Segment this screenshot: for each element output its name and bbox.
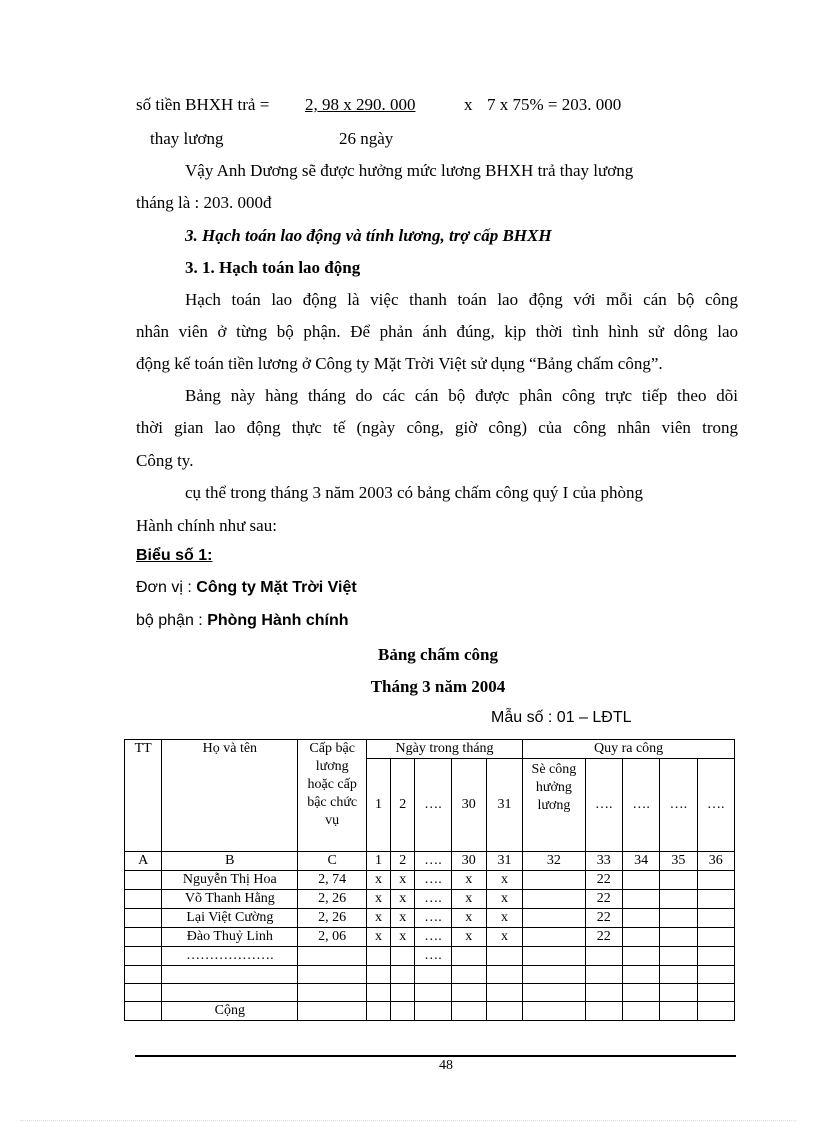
- header-quy-dots: ….: [697, 759, 734, 852]
- mark-day-2: x: [391, 871, 415, 890]
- header-day-30: 30: [451, 759, 486, 852]
- table-row: [125, 909, 735, 928]
- header-day-dots: ….: [415, 759, 451, 852]
- total-row: [125, 1002, 735, 1021]
- quy-33: 22: [585, 871, 622, 890]
- formula-label-line2: thay lương: [150, 129, 224, 148]
- header-se-cong: Sè công hưởng lương: [523, 759, 586, 852]
- bo-phan-label: bộ phận :: [136, 612, 203, 629]
- timesheet-table: [124, 739, 735, 1021]
- employee-name: Đào Thuỷ Linh: [162, 928, 298, 947]
- mark-day-1: x: [366, 909, 390, 928]
- mark-dots: ….: [415, 909, 451, 928]
- employee-grade: 2, 74: [298, 871, 367, 890]
- formula-tail: 7 x 75% = 203. 000: [487, 95, 622, 114]
- page-number: 48: [439, 1058, 453, 1073]
- table-title: Bảng chấm công: [378, 645, 498, 664]
- header-day-2: 2: [391, 759, 415, 852]
- para3-line2: thời gian lao động thực tế (ngày công, giờ công) của công nhân viên trong: [136, 418, 738, 437]
- mau-so-label: Mẫu số : 01 – LĐTL: [491, 709, 632, 726]
- mark-day-31: x: [486, 890, 522, 909]
- employee-name: Lại Việt Cường: [162, 909, 298, 928]
- table-row: [125, 890, 735, 909]
- para3-line3: Công ty.: [136, 451, 194, 470]
- mark-day-31: x: [486, 871, 522, 890]
- table-row: [125, 984, 735, 1002]
- para2-line1: Hạch toán lao động là việc thanh toán lao động với mỗi cán bộ công: [185, 290, 738, 309]
- code-cell: 30: [451, 852, 486, 871]
- code-cell: 31: [486, 852, 522, 871]
- header-row-1: [125, 740, 735, 759]
- code-cell: 36: [697, 852, 734, 871]
- mark-day-1: x: [366, 928, 390, 947]
- code-cell: 32: [523, 852, 586, 871]
- employee-grade: 2, 26: [298, 890, 367, 909]
- header-quy-dots: ….: [622, 759, 659, 852]
- mark-day-31: x: [486, 928, 522, 947]
- dots-mid: ….: [415, 947, 451, 966]
- para4-line2: Hành chính như sau:: [136, 516, 277, 535]
- code-cell: ….: [415, 852, 451, 871]
- mark-dots: ….: [415, 871, 451, 890]
- mark-day-2: x: [391, 890, 415, 909]
- para2-line2: nhân viên ở từng bộ phận. Để phản ánh đúng, kịp thời tình hình sử dông lao: [136, 322, 738, 341]
- section-heading-3: 3. Hạch toán lao động và tính lương, trợ cấp BHXH: [185, 226, 552, 245]
- employee-grade: 2, 26: [298, 909, 367, 928]
- para1-line1: Vậy Anh Dương sẽ được hưởng mức lương BHXH trả thay lương: [185, 161, 634, 180]
- page-edge-divider: [20, 1120, 796, 1121]
- mark-day-2: x: [391, 928, 415, 947]
- formula-label-line1: số tiền BHXH trả =: [136, 95, 270, 114]
- mark-day-31: x: [486, 909, 522, 928]
- header-quy-ra-cong: Quy ra công: [523, 740, 735, 759]
- section-heading-3-1: 3. 1. Hạch toán lao động: [185, 258, 361, 277]
- mark-day-2: x: [391, 909, 415, 928]
- formula-denominator: 26 ngày: [339, 129, 394, 148]
- header-day-1: 1: [366, 759, 390, 852]
- bo-phan-value: Phòng Hành chính: [207, 612, 349, 629]
- header-quy-dots: ….: [585, 759, 622, 852]
- table-row: [125, 966, 735, 984]
- code-cell: A: [125, 852, 162, 871]
- header-day-31: 31: [486, 759, 522, 852]
- don-vi-value: Công ty Mặt Trời Việt: [196, 579, 357, 596]
- don-vi-line: [136, 579, 357, 597]
- quy-33: 22: [585, 890, 622, 909]
- table-subtitle: Tháng 3 năm 2004: [370, 677, 506, 696]
- header-grade: Cấp bậc lương hoặc cấp bậc chức vụ: [298, 740, 367, 852]
- bo-phan-line: [136, 612, 349, 630]
- mark-day-30: x: [451, 871, 486, 890]
- para3-line1: Bảng này hàng tháng do các cán bộ được phân công trực tiếp theo dõi: [185, 386, 738, 405]
- mark-day-30: x: [451, 890, 486, 909]
- employee-name: Nguyễn Thị Hoa: [162, 871, 298, 890]
- mark-day-30: x: [451, 928, 486, 947]
- formula-operator: x: [464, 95, 473, 114]
- mark-dots: ….: [415, 928, 451, 947]
- para1-line2: tháng là : 203. 000đ: [136, 193, 272, 212]
- para2-line3: động kế toán tiền lương ở Công ty Mặt Trời Việt sử dụng “Bảng chấm công”.: [136, 354, 663, 373]
- code-cell: 34: [622, 852, 659, 871]
- code-cell: 2: [391, 852, 415, 871]
- header-tt: TT: [125, 740, 162, 852]
- table-row: [125, 928, 735, 947]
- header-days-in-month: Ngày trong tháng: [366, 740, 522, 759]
- footer-rule: [135, 1055, 736, 1057]
- bieu-so-label: Biểu số 1:: [136, 547, 213, 564]
- header-quy-dots: ….: [660, 759, 697, 852]
- mark-day-1: x: [366, 871, 390, 890]
- code-cell: 33: [585, 852, 622, 871]
- mark-day-30: x: [451, 909, 486, 928]
- code-cell: B: [162, 852, 298, 871]
- table-row: [125, 871, 735, 890]
- dots-name: ……………….: [162, 947, 298, 966]
- quy-33: 22: [585, 909, 622, 928]
- header-name: Họ và tên: [162, 740, 298, 852]
- para4-line1: cụ thể trong tháng 3 năm 2003 có bảng chấm công quý I của phòng: [185, 483, 643, 502]
- code-cell: 1: [366, 852, 390, 871]
- code-cell: C: [298, 852, 367, 871]
- code-row: [125, 852, 735, 871]
- employee-name: Võ Thanh Hằng: [162, 890, 298, 909]
- employee-grade: 2, 06: [298, 928, 367, 947]
- don-vi-label: Đơn vị :: [136, 579, 192, 596]
- code-cell: 35: [660, 852, 697, 871]
- quy-33: 22: [585, 928, 622, 947]
- mark-day-1: x: [366, 890, 390, 909]
- formula-numerator: 2, 98 x 290. 000: [305, 95, 416, 114]
- total-label: Cộng: [162, 1002, 298, 1021]
- table-row: [125, 947, 735, 966]
- mark-dots: ….: [415, 890, 451, 909]
